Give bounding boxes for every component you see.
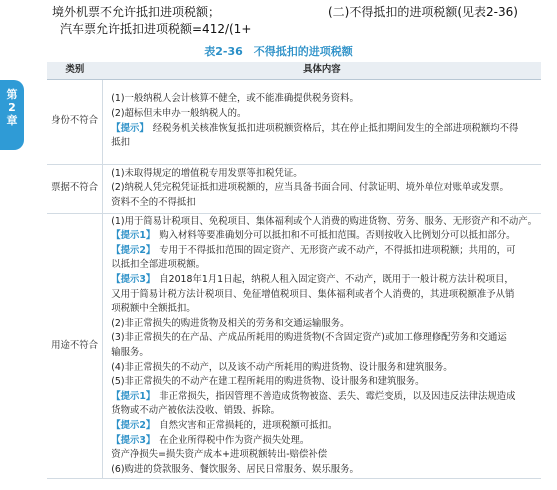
- tax-table: [47, 62, 541, 479]
- tip-label: 【提示3】: [111, 434, 156, 446]
- preceding-text-line-2: 汽车票允许抵扣进项税额=412/(1+: [60, 22, 252, 36]
- header-content: 具体内容: [103, 62, 541, 79]
- content-line: [111, 404, 537, 419]
- line-text: (1)一般纳税人会计核算不健全，或不能准确提供税务资料。: [111, 93, 359, 105]
- content-line: [111, 390, 537, 405]
- chapter-tab-char: 第: [6, 88, 18, 101]
- content-line: [111, 448, 537, 463]
- row-content: [103, 164, 541, 213]
- content-line: [111, 258, 537, 273]
- content-line: [111, 107, 537, 122]
- content-line: [111, 244, 537, 259]
- line-text: (2)超标但未申办一般纳税人的。: [111, 108, 247, 119]
- tip-label: 【提示3】: [111, 273, 156, 285]
- content-line: [111, 302, 537, 317]
- line-text: 以抵扣全部进项税额。: [111, 259, 205, 271]
- content-line: [111, 215, 537, 230]
- content-line: [111, 92, 537, 107]
- row-category: 票据不符合: [47, 164, 103, 213]
- content-line: [111, 229, 537, 244]
- tip-label: 【提示2】: [111, 419, 156, 431]
- content-line: [111, 167, 537, 182]
- tip-label: 【提示1】: [111, 230, 156, 242]
- tip-label: 【提示1】: [111, 390, 156, 402]
- chapter-tab: [0, 80, 24, 150]
- line-text: (5)非正常损失的不动产在建工程所耗用的购进货物、设计服务和建筑服务。: [111, 376, 425, 388]
- line-text: 货物或不动产被依法没收、销毁、拆除。: [111, 405, 280, 417]
- table-title: 表2-36 不得抵扣的进项税额: [204, 45, 353, 58]
- row-category: 用途不符合: [47, 213, 103, 479]
- table-row: [47, 164, 541, 213]
- tip-text: 非正常损失，指因管理不善造成货物被盗、丢失、霉烂变质，以及因违反法律法规造成: [159, 390, 516, 402]
- table-body: [47, 79, 541, 479]
- table-row: [47, 79, 541, 164]
- line-text: 抵扣: [111, 137, 130, 149]
- line-text: 资料不全的不得抵扣: [111, 196, 196, 208]
- line-text: 资产净损失=损失资产成本+进项税额转出-赔偿补偿: [111, 449, 328, 461]
- tip-text: 自然灾害和正常损耗的，进项税额可抵扣。: [159, 419, 338, 431]
- header-category: 类别: [47, 62, 103, 79]
- chapter-tab-char: 2: [8, 101, 16, 114]
- content-line: [111, 434, 537, 449]
- table-header-row: [47, 62, 541, 79]
- line-text: (3)非正常损失的在产品、产成品所耗用的购进货物(不含固定资产)或加工修理修配劳务和交通运: [111, 332, 507, 344]
- tip-text: 经税务机关核准恢复抵扣进项税额资格后，其在停止抵扣期间发生的全部进项税额均不得: [152, 122, 519, 134]
- line-text: (1)未取得规定的增值税专用发票等扣税凭证。: [111, 167, 303, 179]
- content-line: [111, 346, 537, 361]
- row-category: 身份不符合: [47, 79, 103, 164]
- content-line: [111, 196, 537, 211]
- line-text: (1)用于简易计税项目、免税项目、集体福利或个人消费的购进货物、劳务、服务、无形资产和不动产。: [111, 215, 537, 227]
- content-line: [111, 463, 537, 478]
- section-heading: (二)不得抵扣的进项税额(见表2-36): [328, 5, 518, 19]
- content-line: [111, 331, 537, 346]
- content-line: [111, 361, 537, 376]
- content-line: [111, 136, 537, 151]
- content-line: [111, 419, 537, 434]
- line-text: 项税额中全额抵扣。: [111, 303, 196, 315]
- line-text: (4)非正常损失的不动产，以及该不动产所耗用的购进货物、设计服务和建筑服务。: [111, 361, 453, 373]
- table-row: [47, 213, 541, 479]
- line-text: (6)购进的贷款服务、餐饮服务、居民日常服务、娱乐服务。: [111, 463, 359, 475]
- tip-label: 【提示】: [111, 122, 149, 134]
- content-line: [111, 375, 537, 390]
- content-line: [111, 181, 537, 196]
- line-text: (2)纳税人凭完税凭证抵扣进项税额的，应当具备书面合同、付款证明、境外单位对账单或发票。: [111, 182, 509, 194]
- line-text: 又用于简易计税方法计税项目、免征增值税项目、集体福利或者个人消费的，其进项税额准予从销: [111, 288, 515, 300]
- preceding-text-line-1: 境外机票不允许抵扣进项税额；: [52, 5, 221, 19]
- tip-text: 自2018年1月1日起，纳税人租入固定资产、不动产，既用于一般计税方法计税项目，: [159, 273, 514, 285]
- line-text: 输服务。: [111, 346, 149, 358]
- tip-label: 【提示2】: [111, 244, 156, 256]
- content-line: [111, 288, 537, 303]
- tip-text: 在企业所得税中作为资产损失处理。: [159, 434, 310, 446]
- chapter-tab-char: 章: [6, 114, 18, 127]
- row-content: [103, 79, 541, 164]
- tip-text: 专用于不得抵扣范围的固定资产、无形资产或不动产，不得抵扣进项税额；共用的，可: [159, 244, 516, 256]
- row-content: [103, 213, 541, 479]
- line-text: (2)非正常损失的购进货物及相关的劳务和交通运输服务。: [111, 317, 350, 329]
- content-line: [111, 317, 537, 332]
- content-line: [111, 273, 537, 288]
- content-line: [111, 122, 537, 137]
- tip-text: 购入材料等要准确划分可以抵扣和不可抵扣范围。否则按收入比例划分可以抵扣部分。: [159, 230, 516, 242]
